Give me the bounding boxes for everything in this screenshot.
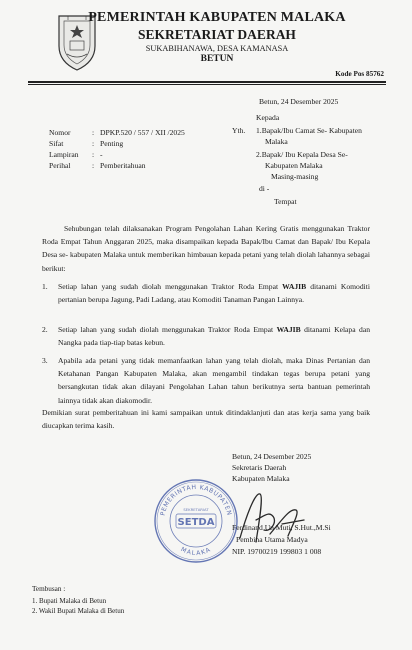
meta-colon: :	[92, 150, 95, 159]
letterhead-address: SUKABIHANAWA, DESA KAMANASA	[145, 44, 289, 53]
list-item-text: ditanami Komoditi pertanian berupa Jagung, Padi Ladang, atau Komoditi Tanaman Pangan Lainnya.	[58, 282, 370, 305]
meta-label-sifat: Sifat	[49, 139, 64, 148]
official-stamp-icon	[152, 477, 240, 565]
meta-colon: :	[92, 128, 95, 137]
signature-title: Sekretaris Daerah	[232, 463, 287, 472]
list-item-emphasis: WAJIB	[282, 282, 307, 291]
signature-place-date: Betun, 24 Desember 2025	[232, 452, 312, 461]
list-number: 3.	[42, 356, 48, 365]
meta-label-perihal: Perihal	[49, 161, 71, 170]
list-item-text: Setiap lahan yang sudah diolah menggunakan Traktor Roda Empat	[58, 325, 277, 334]
letterhead-office: SEKRETARIAT DAERAH	[138, 27, 296, 42]
meta-colon: :	[92, 139, 95, 148]
list-number: 1.	[42, 282, 48, 291]
recipient-yth: Yth.	[232, 126, 246, 135]
cc-heading: Tembusan :	[32, 585, 66, 593]
recipient-2-line1: 2.Bapak/ Ibu Kepala Desa Se-	[256, 150, 348, 159]
recipient-2-line2: Kabupaten Malaka	[265, 161, 323, 170]
body-intro: Sehubungan telah dilaksanakan Program Pengolahan Lahan Kering Gratis menggunakan Traktor Roda Empat Tahun Anggaran 2025, maka disampaikan kepada Bapak/Ibu Camat dan Bapak/ Ibu Kepala Desa se- kabupaten Malaka untuk memberikan himbauan kepada petani yang telah diolah lahannya sebagai berikut:	[42, 224, 370, 273]
letter-date: Betun, 24 Desember 2025	[259, 97, 339, 106]
recipient-2-line3: Masing-masing	[271, 172, 319, 181]
recipient-tempat: Tempat	[274, 197, 297, 206]
list-item-text: Setiap lahan yang sudah diolah menggunakan Traktor Roda Empat	[58, 282, 283, 291]
svg-text:MALAKA: MALAKA	[179, 546, 213, 558]
list-item-emphasis: WAJIB	[276, 325, 301, 334]
letterhead-government: PEMERINTAH KABUPATEN MALAKA	[88, 10, 346, 25]
postal-code: Kode Pos 85762	[335, 70, 384, 78]
letterhead-rule-thin	[28, 84, 386, 85]
recipient-1-line1: 1.Bapak/Ibu Camat Se- Kabupaten	[256, 126, 362, 135]
signatory-name: Ferdinand Un Muti, S.Hut.,M.Si	[232, 523, 331, 532]
signatory-nip: NIP. 19700219 199803 1 008	[232, 547, 322, 556]
letterhead-city: BETUN	[200, 54, 234, 64]
meta-value-nomor: DPKP.520 / 557 / XII /2025	[100, 128, 185, 137]
meta-label-nomor: Nomor	[49, 128, 71, 137]
list-item-1	[58, 280, 370, 306]
list-item-3: Apabila ada petani yang tidak memanfaatkan lahan yang telah diolah, maka Dinas Pertanian dan Ketahanan Pangan Kabupaten Malaka, akan mengambil tindakan tegas berupa petani yang bersangkutan tidak akan dilayani Pengolahan Lahan tahun berikutnya serta bantuan pemerintah lainnya tidak akan diakomodir.	[58, 356, 370, 405]
list-item-2	[58, 323, 370, 349]
cc-item: 1. Bupati Malaka di Betun	[32, 597, 107, 605]
svg-text:SETDA: SETDA	[177, 517, 215, 528]
recipient-kepada: Kepada	[256, 113, 280, 122]
recipient-1-line2: Malaka	[265, 137, 288, 146]
meta-value-lampiran: -	[100, 150, 103, 159]
letterhead-rule-thick	[28, 81, 386, 83]
signatory-rank: Pembina Utama Madya	[236, 535, 308, 544]
cc-item: 2. Wakil Bupati Malaka di Betun	[32, 607, 125, 615]
list-number: 2.	[42, 325, 48, 334]
svg-text:PEMERINTAH KABUPATEN: PEMERINTAH KABUPATEN	[159, 483, 233, 517]
meta-value-perihal: Pemberitahuan	[100, 161, 146, 170]
meta-value-sifat: Penting	[100, 139, 124, 148]
meta-label-lampiran: Lampiran	[49, 150, 79, 159]
body-closing: Demikian surat pemberitahuan ini kami sampaikan untuk ditindaklanjuti dan atas kerja sama yang baik diucapkan terima kasih.	[42, 408, 370, 431]
list-item-text: ditanami Kelapa dan Nangka pada tiap-tiap batas kebun.	[58, 325, 370, 348]
svg-text:SEKRETARIAT: SEKRETARIAT	[183, 507, 209, 512]
signature-region: Kabupaten Malaka	[232, 474, 290, 483]
recipient-di: di -	[259, 184, 270, 193]
meta-colon: :	[92, 161, 95, 170]
